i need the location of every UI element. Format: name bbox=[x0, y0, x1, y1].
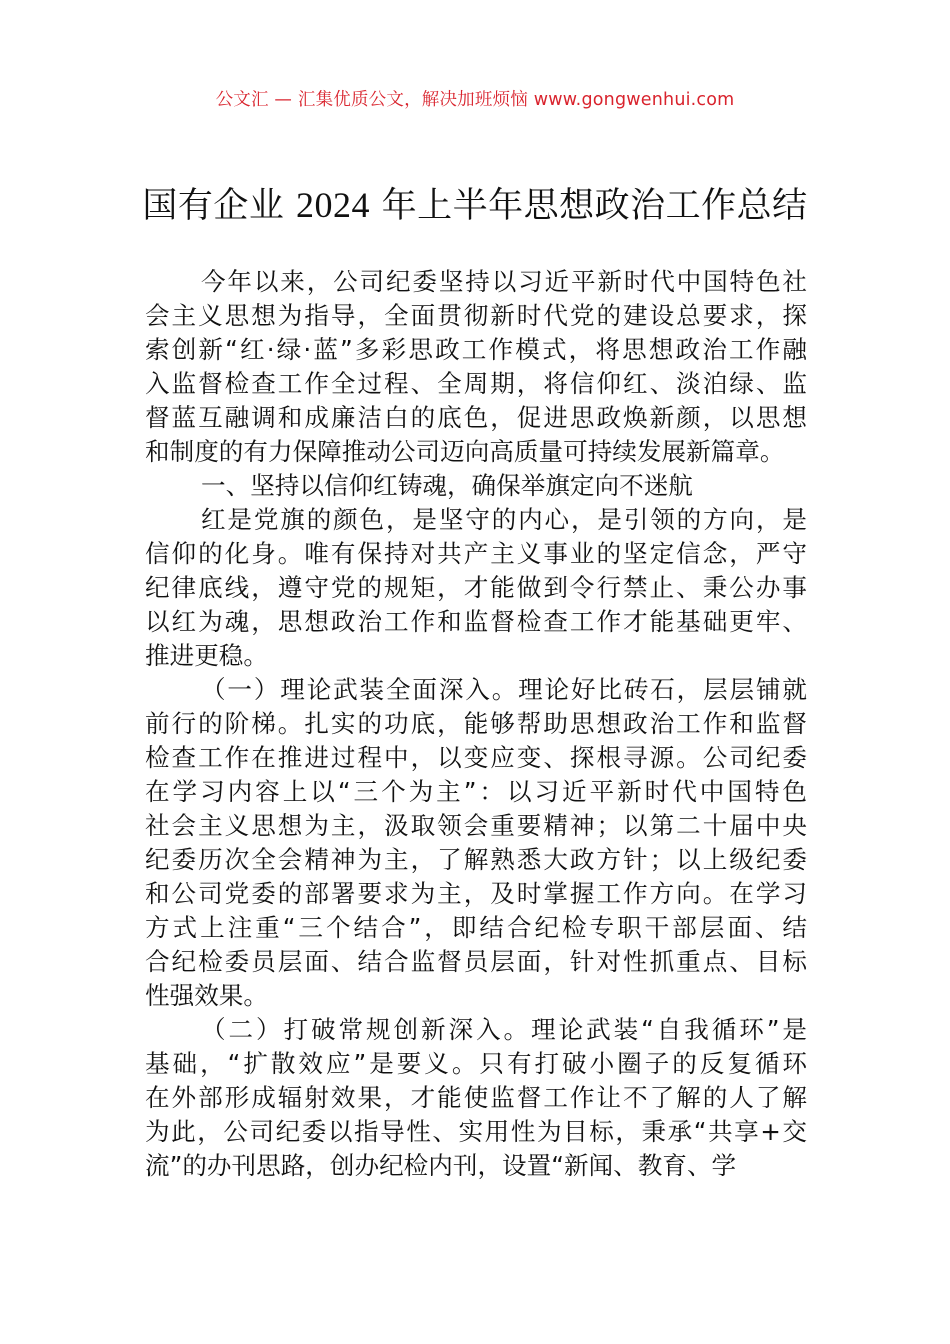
title-suffix: 年上半年思想政治工作总结 bbox=[381, 186, 808, 226]
site-banner: 公文汇 — 汇集优质公文，解决加班烦恼 www.gongwenhui.com bbox=[215, 90, 735, 110]
title-prefix: 国有企业 bbox=[142, 186, 285, 226]
text-line: 为此，公司纪委以指导性、实用性为目标，秉承“共享+交 bbox=[145, 1117, 807, 1146]
text-line: 会主义思想为指导，全面贯彻新时代党的建设总要求，探 bbox=[145, 301, 807, 330]
text-line: 性强效果。 bbox=[145, 981, 268, 1010]
text-line: 检查工作在推进过程中，以变应变、探根寻源。公司纪委 bbox=[145, 743, 807, 772]
text-line: 索创新“红·绿·蓝”多彩思政工作模式，将思想政治工作融 bbox=[145, 335, 807, 364]
text-line: 信仰的化身。唯有保持对共产主义事业的坚定信念，严守 bbox=[145, 539, 807, 568]
text-line: 一、坚持以信仰红铸魂，确保举旗定向不迷航 bbox=[201, 471, 693, 500]
text-line: 前行的阶梯。扎实的功底，能够帮助思想政治工作和监督 bbox=[145, 709, 807, 738]
paragraph bbox=[145, 673, 807, 1013]
text-line: （一）理论武装全面深入。理论好比砖石，层层铺就 bbox=[201, 675, 807, 704]
text-line: 流”的办刊思路，创办纪检内刊，设置“新闻、教育、学 bbox=[145, 1151, 737, 1180]
section-heading bbox=[145, 469, 807, 503]
paragraph bbox=[145, 265, 807, 469]
text-line: 纪委历次全会精神为主，了解熟悉大政方针；以上级纪委 bbox=[145, 845, 807, 874]
text-line: 方式上注重“三个结合”，即结合纪检专职干部层面、结 bbox=[145, 913, 807, 942]
text-line: 督蓝互融调和成廉洁白的底色，促进思政焕新颜，以思想 bbox=[145, 403, 807, 432]
text-line: 今年以来，公司纪委坚持以习近平新时代中国特色社 bbox=[201, 267, 807, 296]
text-line: 合纪检委员层面、结合监督员层面，针对性抓重点、目标 bbox=[145, 947, 807, 976]
paragraph bbox=[145, 503, 807, 673]
text-line: 和公司党委的部署要求为主，及时掌握工作方向。在学习 bbox=[145, 879, 807, 908]
text-line: 社会主义思想为主，汲取领会重要精神；以第二十届中央 bbox=[145, 811, 807, 840]
text-line: 以红为魂，思想政治工作和监督检查工作才能基础更牢、 bbox=[145, 607, 807, 636]
text-line: 在外部形成辐射效果，才能使监督工作让不了解的人了解 bbox=[145, 1083, 807, 1112]
text-line: 入监督检查工作全过程、全周期，将信仰红、淡泊绿、监 bbox=[145, 369, 807, 398]
document-body bbox=[145, 265, 807, 1183]
paragraph bbox=[145, 1013, 807, 1183]
text-line: 和制度的有力保障推动公司迈向高质量可持续发展新篇章。 bbox=[145, 437, 785, 466]
text-line: （二）打破常规创新深入。理论武装“自我循环”是 bbox=[201, 1015, 807, 1044]
text-line: 基础，“扩散效应”是要义。只有打破小圈子的反复循环 bbox=[145, 1049, 807, 1078]
title-year: 2024 bbox=[296, 185, 370, 225]
text-line: 纪律底线，遵守党的规矩，才能做到令行禁止、秉公办事 bbox=[145, 573, 807, 602]
text-line: 在学习内容上以“三个为主”：以习近平新时代中国特色 bbox=[145, 777, 807, 806]
text-line: 推进更稳。 bbox=[145, 641, 268, 670]
document-title bbox=[0, 178, 950, 228]
text-line: 红是党旗的颜色，是坚守的内心，是引领的方向，是 bbox=[201, 505, 807, 534]
